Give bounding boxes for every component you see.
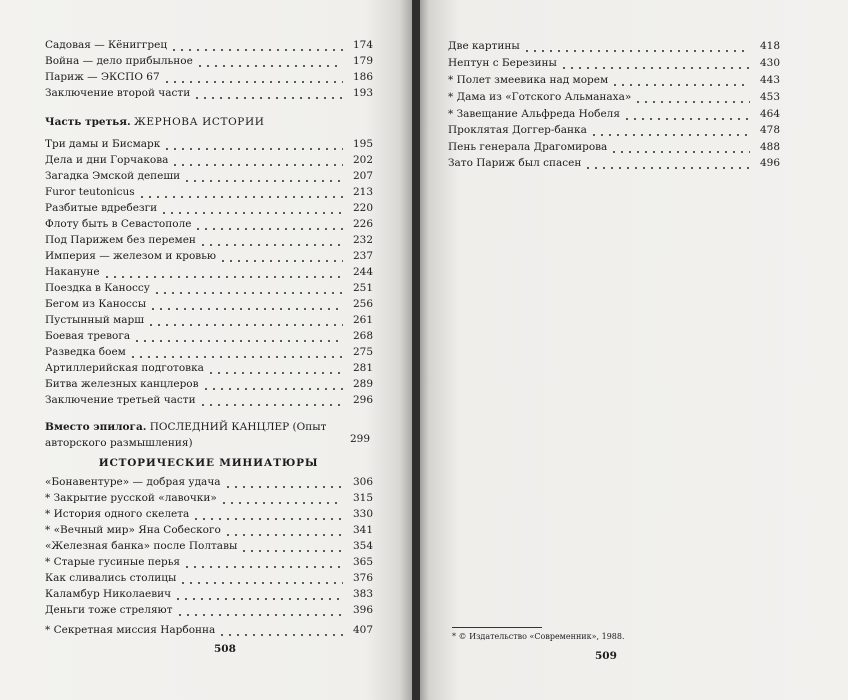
toc-entry: * Завещание Альфреда Нобеля 464 — [448, 108, 780, 120]
miniatures-heading: ИСТОРИЧЕСКИЕ МИНИАТЮРЫ — [98, 457, 319, 469]
page-number-right: 509 — [595, 650, 617, 662]
toc-entry: Furor teutonicus 213 — [45, 186, 373, 198]
toc-entry: Садовая — Кёниггрец 174 — [45, 39, 373, 51]
epilogue-entry — [45, 419, 357, 451]
toc-entry: «Железная банка» после Полтавы 354 — [45, 540, 373, 552]
toc-entry: * Старые гусиные перья 365 — [45, 556, 373, 568]
toc-entry: Поездка в Каноссу 251 — [45, 282, 373, 294]
toc-entry: Проклятая Доггер-банка 478 — [448, 124, 780, 136]
toc-entry: Артиллерийская подготовка 281 — [45, 362, 373, 374]
part-three-title: ЖЕРНОВА ИСТОРИИ — [134, 116, 265, 128]
toc-entry: * «Вечный мир» Яна Собеского 341 — [45, 524, 373, 536]
toc-entry: Пень генерала Драгомирова 488 — [448, 141, 780, 153]
toc-entry: Бегом из Каноссы 256 — [45, 298, 373, 310]
right-page — [416, 0, 848, 700]
toc-entry: Нептун с Березины 430 — [448, 57, 780, 69]
toc-entry: Империя — железом и кровью 237 — [45, 250, 373, 262]
toc-entry: * История одного скелета 330 — [45, 508, 373, 520]
toc-entry: Каламбур Николаевич 383 — [45, 588, 373, 600]
toc-entry: Зато Париж был спасен 496 — [448, 157, 780, 169]
part-three-label: Часть третья. — [45, 116, 131, 128]
toc-entry: Под Парижем без перемен 232 — [45, 234, 373, 246]
toc-entry: Флоту быть в Севастополе 226 — [45, 218, 373, 230]
toc-entry: Дела и дни Горчакова 202 — [45, 154, 373, 166]
toc-entry: Загадка Эмской депеши 207 — [45, 170, 373, 182]
toc-entry: Заключение второй части 193 — [45, 87, 373, 99]
toc-entry: Боевая тревога 268 — [45, 330, 373, 342]
toc-entry: Война — дело прибыльное 179 — [45, 55, 373, 67]
book-spine — [412, 0, 420, 700]
toc-entry: Битва железных канцлеров 289 — [45, 378, 373, 390]
epilogue-title: ПОСЛЕДНИЙ КАНЦЛЕР (Опыт авторского размышления) — [45, 421, 327, 449]
toc-entry: Пустынный марш 261 — [45, 314, 373, 326]
toc-entry: Заключение третьей части 296 — [45, 394, 373, 406]
toc-entry: * Дама из «Готского Альманаха» 453 — [448, 91, 780, 103]
toc-entry: Накануне 244 — [45, 266, 373, 278]
copyright-footnote: * © Издательство «Современник», 1988. — [452, 632, 625, 641]
epilogue-label: Вместо эпилога. — [45, 421, 147, 433]
toc-entry: Как сливались столицы 376 — [45, 572, 373, 584]
toc-entry: * Полет змеевика над морем 443 — [448, 74, 780, 86]
epilogue-page-number: 299 — [349, 433, 370, 445]
toc-entry: «Бонавентуре» — добрая удача 306 — [45, 476, 373, 488]
toc-entry: Разбитые вдребезги 220 — [45, 202, 373, 214]
footnote-rule — [452, 627, 542, 628]
toc-entry: Разведка боем 275 — [45, 346, 373, 358]
toc-entry: * Секретная миссия Нарбонна 407 — [45, 624, 373, 636]
toc-entry: Деньги тоже стреляют 396 — [45, 604, 373, 616]
page-number-left: 508 — [214, 643, 236, 655]
toc-entry: Три дамы и Бисмарк 195 — [45, 138, 373, 150]
toc-entry: Две картины 418 — [448, 40, 780, 52]
part-three-heading — [45, 116, 264, 128]
toc-entry: Париж — ЭКСПО 67 186 — [45, 71, 373, 83]
toc-entry: * Закрытие русской «лавочки» 315 — [45, 492, 373, 504]
